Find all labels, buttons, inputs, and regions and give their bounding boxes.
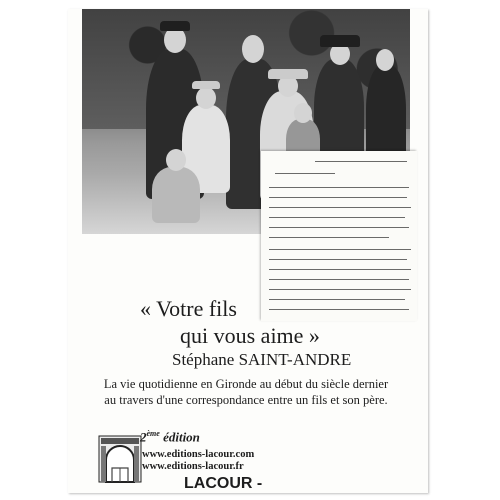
edition-number: 2: [140, 429, 147, 445]
handwriting-line: [269, 207, 411, 209]
handwriting-line: [275, 173, 335, 175]
handwriting-line: [269, 187, 409, 189]
edition-suffix: ème: [146, 429, 160, 438]
girl-head: [196, 87, 216, 109]
handwriting-line: [269, 249, 411, 251]
man-center-head: [242, 35, 264, 63]
book-description: [96, 377, 396, 408]
handwriting-line: [269, 279, 409, 281]
seated-boy: [152, 167, 200, 223]
woman-hat-hat: [268, 69, 308, 79]
handwriting-line: [269, 299, 405, 301]
seated-boy-head: [166, 149, 186, 171]
handwriting-line: [269, 289, 411, 291]
book-title-line1: « Votre fils: [140, 296, 237, 321]
author-name: Stéphane SAINT-ANDRE: [172, 350, 352, 369]
old-woman-head: [376, 49, 394, 71]
handwriting-line: [269, 197, 407, 199]
edition-word: édition: [159, 429, 200, 445]
description-line1: La vie quotidienne en Gironde au début du siècle dernier: [103, 377, 389, 391]
man-left-hat: [160, 21, 190, 31]
small-child-head: [294, 103, 312, 123]
book-cover: [68, 9, 428, 493]
publisher-name: LACOUR -: [184, 475, 263, 492]
description-line2: au travers d'une correspondance entre un fils et son père.: [104, 392, 388, 407]
handwriting-line: [269, 269, 411, 271]
publisher-logo-icon: [98, 430, 142, 484]
handwriting-line: [269, 309, 409, 311]
handwriting-line: [269, 217, 405, 219]
handwriting-line: [269, 259, 407, 261]
book-title-line2: qui vous aime »: [180, 323, 320, 348]
handwriting-line: [315, 161, 407, 163]
publisher-url-fr[interactable]: www.editions-lacour.fr: [142, 461, 244, 472]
girl-hat: [192, 81, 220, 89]
handwriting-line: [269, 227, 409, 229]
handwriting-line: [269, 237, 389, 239]
edition-label: [140, 429, 200, 445]
woman-dark-hat: [320, 35, 360, 47]
handwritten-letter: [261, 151, 417, 321]
publisher-url-com[interactable]: www.editions-lacour.com: [142, 449, 255, 460]
